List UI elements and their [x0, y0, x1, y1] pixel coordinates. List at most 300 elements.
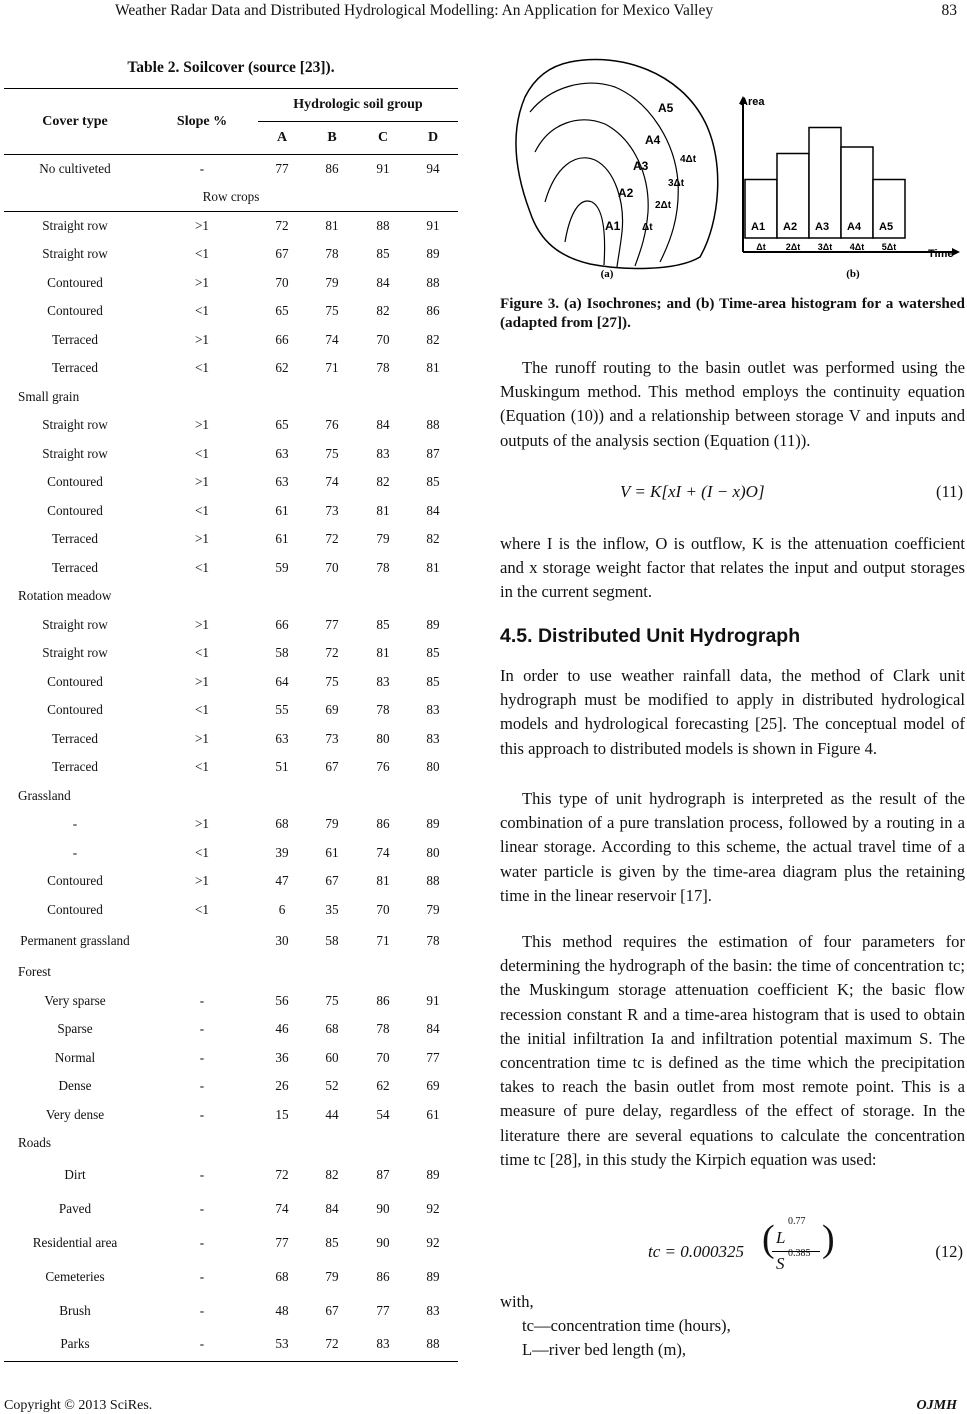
header-soil-group: Hydrologic soil group	[258, 89, 458, 122]
value-cell-c: 83	[376, 673, 390, 689]
value-cell-d: 87	[426, 445, 440, 461]
value-cell-a: 59	[275, 559, 289, 575]
page-header	[0, 0, 967, 22]
isochrone-label: A3	[633, 159, 649, 173]
value-cell-a: 77	[258, 155, 306, 184]
value-cell-c: 87	[376, 1166, 390, 1182]
value-cell-a: 61	[275, 531, 289, 547]
cover-cell: Terraced	[52, 759, 98, 775]
definition-L: L—river bed length (m),	[522, 1340, 687, 1359]
value-cell-a: 74	[275, 1200, 289, 1216]
table-caption: Table 2. Soilcover (source [23]).	[127, 59, 335, 76]
cover-cell: Straight row	[42, 417, 108, 433]
histogram-bar-label: A1	[751, 221, 766, 233]
value-cell-b: 79	[325, 274, 339, 290]
section-label: Forest	[18, 964, 51, 980]
table-section-row	[4, 383, 458, 412]
value-cell-a: 48	[275, 1302, 289, 1318]
slope-cell: -	[199, 1200, 205, 1216]
table-row	[4, 554, 458, 583]
table-section-row	[4, 1129, 458, 1158]
value-cell-a: 15	[275, 1106, 289, 1122]
figure-label-a: (a)	[600, 268, 614, 280]
value-cell-d: 81	[426, 360, 440, 376]
slope-cell: <1	[194, 303, 210, 319]
header-group-c: C	[377, 130, 389, 145]
table-row	[4, 1294, 458, 1328]
cover-cell: Straight row	[42, 645, 108, 661]
table-row	[4, 1328, 458, 1362]
value-cell-a: 64	[275, 673, 289, 689]
cover-cell: Normal	[54, 1049, 96, 1065]
cover-cell: Contoured	[47, 873, 103, 889]
value-cell-a: 30	[275, 933, 289, 948]
table-row	[4, 1260, 458, 1294]
value-cell-d: 61	[426, 1106, 440, 1122]
slope-cell: -	[199, 1078, 205, 1094]
value-cell-d: 88	[408, 1328, 458, 1362]
cover-cell: Very dense	[45, 1106, 105, 1122]
table-row	[4, 1015, 458, 1044]
copyright: Copyright © 2013 SciRes.	[4, 1398, 153, 1413]
slope-cell: <1	[194, 759, 210, 775]
value-cell-a: 70	[275, 274, 289, 290]
value-cell-d: 94	[408, 155, 458, 184]
cover-cell: Residential area	[32, 1234, 118, 1250]
value-cell-b: 75	[325, 303, 339, 319]
value-cell-d: 89	[426, 616, 440, 632]
histogram-tick-label: 2Δt	[785, 242, 801, 252]
value-cell-d: 83	[426, 702, 440, 718]
figure-caption: Figure 3. (a) Isochrones; and (b) Time-area histogram for a watershed (adapted from [27]).	[500, 295, 965, 331]
isochrone-time-label: 3Δt	[668, 178, 685, 189]
table-row	[4, 1072, 458, 1101]
value-cell-d: 85	[426, 645, 440, 661]
value-cell-a: 67	[275, 246, 289, 262]
figure-3	[500, 52, 965, 288]
value-cell-b: 78	[325, 246, 339, 262]
value-cell-b: 69	[325, 702, 339, 718]
histogram-bar-label: A3	[815, 221, 830, 233]
header-cover-type: Cover type	[4, 89, 146, 155]
value-cell-a: 77	[275, 1234, 289, 1250]
value-cell-b: 71	[325, 360, 339, 376]
value-cell-d: 85	[426, 474, 440, 490]
table-row	[4, 668, 458, 697]
slope-cell: -	[146, 1328, 258, 1362]
page-number: 83	[941, 2, 957, 19]
table-section-row	[4, 582, 458, 611]
slope-cell: >1	[194, 274, 210, 290]
value-cell-b: 79	[325, 1268, 339, 1284]
header-group-b: B	[327, 130, 337, 145]
value-cell-d: 81	[426, 559, 440, 575]
histogram-tick-label: 3Δt	[817, 242, 833, 252]
value-cell-a: 62	[275, 360, 289, 376]
cover-cell: Terraced	[52, 730, 98, 746]
slope-cell: >1	[194, 474, 210, 490]
value-cell-b: 72	[325, 531, 339, 547]
value-cell-b: 67	[325, 873, 339, 889]
equation-12: tc = 0.000325 ( L 0.77 S 0.385 ) (12)	[648, 1216, 963, 1273]
with-label: with,	[500, 1292, 534, 1311]
equation-12-exp-bottom: 0.385	[788, 1248, 811, 1259]
value-cell-a: 65	[275, 303, 289, 319]
value-cell-c: 78	[376, 702, 390, 718]
value-cell-d: 91	[426, 992, 440, 1008]
value-cell-c: 86	[376, 816, 390, 832]
value-cell-d: 92	[426, 1200, 440, 1216]
value-cell-c: 70	[376, 331, 390, 347]
slope-cell: >1	[194, 331, 210, 347]
value-cell-a: 66	[275, 331, 289, 347]
slope-cell: <1	[194, 445, 210, 461]
table-row	[4, 297, 458, 326]
value-cell-b: 75	[325, 445, 339, 461]
slope-cell: -	[199, 1302, 205, 1318]
value-cell-d: 91	[426, 218, 440, 233]
value-cell-d: 86	[426, 303, 440, 319]
value-cell-d: 83	[426, 1302, 440, 1318]
slope-cell: <1	[194, 844, 210, 860]
slope-cell: <1	[194, 559, 210, 575]
table-row	[4, 725, 458, 754]
table-row	[4, 525, 458, 554]
table-row	[4, 810, 458, 839]
table-row	[4, 411, 458, 440]
table-row	[4, 896, 458, 925]
cover-cell: Dense	[58, 1078, 92, 1094]
value-cell-c: 91	[358, 155, 408, 184]
cover-cell: Contoured	[47, 274, 103, 290]
isochrone-time-label: 2Δt	[655, 200, 672, 211]
value-cell-c: 86	[376, 992, 390, 1008]
header-group-d: D	[427, 130, 439, 145]
isochrone-time-label: Δt	[642, 222, 653, 233]
value-cell-c: 71	[376, 933, 390, 948]
paragraph-2: where I is the inflow, O is outflow, K is the attenuation coefficient and x storage weight factor that relates the input and output storages in the current segment.	[500, 534, 965, 602]
value-cell-a: 65	[275, 417, 289, 433]
value-cell-c: 84	[376, 417, 390, 433]
value-cell-a: 47	[275, 873, 289, 889]
value-cell-c: 76	[376, 759, 390, 775]
paragraph-1: The runoff routing to the basin outlet was performed using the Muskingum method. This method employs the continuity equation (Equation (10)) and a relationship between storage V and inputs and outputs of the analysis section (Equation (11)).	[500, 358, 965, 450]
slope-cell: -	[199, 1106, 205, 1122]
table-row	[4, 753, 458, 782]
table-row	[4, 1044, 458, 1073]
section-label: Grassland	[18, 787, 71, 803]
value-cell-a: 26	[275, 1078, 289, 1094]
slope-cell: >1	[194, 873, 210, 889]
value-cell-c: 78	[376, 559, 390, 575]
section-label: Row crops	[4, 183, 458, 212]
running-title: Weather Radar Data and Distributed Hydrological Modelling: An Application for Mexico Valley	[115, 2, 714, 19]
histogram-bar-label: A2	[783, 221, 798, 233]
slope-cell: >1	[194, 616, 210, 632]
table-row	[4, 354, 458, 383]
cover-cell: Contoured	[47, 901, 103, 917]
value-cell-a: 51	[275, 759, 289, 775]
table-row	[4, 326, 458, 355]
table-section-row	[4, 183, 458, 212]
isochrone-label: A5	[658, 101, 674, 115]
section-heading: 4.5. Distributed Unit Hydrograph	[500, 625, 801, 647]
slope-cell: -	[199, 1166, 205, 1182]
table-row	[4, 468, 458, 497]
value-cell-c: 81	[376, 873, 390, 889]
value-cell-d: 88	[426, 417, 440, 433]
equation-12-denominator: S	[776, 1254, 785, 1273]
table-row	[4, 639, 458, 668]
value-cell-d: 80	[426, 759, 440, 775]
value-cell-c: 77	[376, 1302, 390, 1318]
histogram-bar-label: A4	[847, 221, 862, 233]
paragraph-4: This type of unit hydrograph is interpreted as the result of the combination of a pure translation process, followed by a routing in a linear storage. According to this scheme, the actual travel time of a water particle is given by the time-area diagram plus the retaining time in the linear reservoir [17].	[500, 789, 965, 905]
header-slope: Slope %	[146, 89, 258, 155]
definition-tc: tc—concentration time (hours),	[522, 1316, 731, 1335]
table-row	[4, 839, 458, 868]
value-cell-c: 81	[376, 645, 390, 661]
value-cell-d: 83	[426, 730, 440, 746]
value-cell-c: 82	[376, 474, 390, 490]
isochrone-label: A2	[618, 186, 634, 200]
slope-cell: >1	[194, 417, 210, 433]
value-cell-b: 75	[325, 673, 339, 689]
value-cell-c: 80	[376, 730, 390, 746]
paragraph-3: In order to use weather rainfall data, the method of Clark unit hydrograph must be modified to apply in distributed hydrological models and hydrological forecasting [25]. The conceptual model of this approach to distributed models is shown in Figure 4.	[500, 666, 965, 758]
value-cell-a: 46	[275, 1021, 289, 1037]
value-cell-c: 86	[376, 1268, 390, 1284]
section-label: Small grain	[18, 388, 80, 404]
value-cell-d: 88	[426, 873, 440, 889]
table-row	[4, 924, 458, 958]
value-cell-d: 69	[426, 1078, 440, 1094]
value-cell-d: 78	[426, 933, 440, 948]
slope-cell: >1	[194, 531, 210, 547]
slope-cell: >1	[194, 673, 210, 689]
table-row	[4, 1101, 458, 1130]
value-cell-c: 90	[376, 1200, 390, 1216]
cover-cell: Contoured	[47, 673, 103, 689]
cover-cell: Permanent grassland	[20, 933, 130, 948]
value-cell-b: 81	[325, 218, 339, 233]
value-cell-d: 89	[426, 1166, 440, 1182]
cover-cell: Terraced	[52, 531, 98, 547]
value-cell-d: 89	[426, 816, 440, 832]
value-cell-b: 79	[325, 816, 339, 832]
cover-cell: Contoured	[47, 702, 103, 718]
slope-cell: -	[199, 992, 205, 1008]
slope-cell: <1	[194, 360, 210, 376]
histogram-ylabel: Area	[740, 96, 765, 108]
value-cell-d: 82	[426, 331, 440, 347]
table-row	[4, 440, 458, 469]
cover-cell: Contoured	[47, 502, 103, 518]
value-cell-a: 63	[275, 445, 289, 461]
value-cell-a: 63	[275, 730, 289, 746]
table-row	[4, 1158, 458, 1192]
value-cell-c: 83	[358, 1328, 408, 1362]
value-cell-d: 89	[426, 246, 440, 262]
value-cell-a: 68	[275, 1268, 289, 1284]
value-cell-c: 70	[376, 901, 390, 917]
cover-cell: Very sparse	[44, 992, 106, 1008]
slope-cell: -	[146, 155, 258, 184]
value-cell-a: 53	[258, 1328, 306, 1362]
equation-11-body: V = K[xI + (I − x)O]	[620, 482, 765, 501]
slope-cell: <1	[194, 246, 210, 262]
table-row	[4, 269, 458, 298]
slope-cell: -	[199, 1268, 205, 1284]
slope-cell: >1	[194, 730, 210, 746]
equation-12-numerator: L	[776, 1228, 786, 1247]
isochrone-label: A4	[645, 133, 661, 147]
value-cell-b: 60	[325, 1049, 339, 1065]
isochrone-label: A1	[605, 219, 621, 233]
value-cell-c: 84	[376, 274, 390, 290]
slope-cell: <1	[194, 645, 210, 661]
table-row	[4, 497, 458, 526]
value-cell-d: 82	[426, 531, 440, 547]
section-label: Rotation meadow	[18, 588, 112, 604]
value-cell-b: 52	[325, 1078, 339, 1094]
soilcover-table	[4, 88, 458, 1362]
value-cell-a: 72	[275, 1166, 289, 1182]
cover-cell: Terraced	[52, 331, 98, 347]
table-row	[4, 867, 458, 896]
equation-12-exp-top: 0.77	[788, 1216, 806, 1227]
cover-cell: Contoured	[47, 474, 103, 490]
value-cell-a: 68	[275, 816, 289, 832]
section-label: Roads	[18, 1135, 51, 1151]
equation-11-number: (11)	[935, 482, 963, 501]
value-cell-c: 88	[376, 218, 390, 233]
table-row	[4, 696, 458, 725]
table-body	[4, 155, 458, 1362]
value-cell-a: 66	[275, 616, 289, 632]
value-cell-c: 81	[376, 502, 390, 518]
figure-label-b: (b)	[846, 268, 860, 280]
value-cell-b: 70	[325, 559, 339, 575]
cover-cell: Straight row	[42, 445, 108, 461]
isochrone-time-label: 4Δt	[680, 154, 697, 165]
value-cell-c: 70	[376, 1049, 390, 1065]
value-cell-b: 72	[306, 1328, 358, 1362]
cover-cell: Parks	[4, 1328, 146, 1362]
cover-cell: Terraced	[52, 559, 98, 575]
value-cell-d: 84	[426, 1021, 440, 1037]
table-row	[4, 1226, 458, 1260]
value-cell-b: 68	[325, 1021, 339, 1037]
cover-cell: Straight row	[42, 246, 108, 262]
slope-cell: <1	[194, 502, 210, 518]
cover-cell: Straight row	[42, 218, 108, 233]
cover-cell: Contoured	[47, 303, 103, 319]
value-cell-a: 6	[278, 901, 286, 917]
value-cell-c: 85	[376, 246, 390, 262]
table-section-row	[4, 782, 458, 811]
slope-cell: -	[199, 1021, 205, 1037]
cover-cell: No cultiveted	[4, 155, 146, 184]
value-cell-b: 61	[325, 844, 339, 860]
value-cell-d: 80	[426, 844, 440, 860]
table-section-row	[4, 958, 458, 987]
value-cell-b: 82	[325, 1166, 339, 1182]
header-group-a: A	[276, 130, 288, 145]
value-cell-d: 85	[426, 673, 440, 689]
value-cell-b: 73	[325, 502, 339, 518]
table-row	[4, 155, 458, 184]
cover-cell: -	[72, 844, 78, 860]
value-cell-a: 58	[275, 645, 289, 661]
value-cell-b: 74	[325, 474, 339, 490]
value-cell-b: 58	[325, 933, 339, 948]
equation-12-number: (12)	[935, 1242, 963, 1261]
slope-cell: >1	[194, 816, 210, 832]
value-cell-c: 85	[376, 616, 390, 632]
slope-cell: >1	[194, 218, 210, 233]
value-cell-b: 76	[325, 417, 339, 433]
equation-12-lhs: tc = 0.000325	[648, 1242, 744, 1261]
value-cell-b: 75	[325, 992, 339, 1008]
cover-cell: -	[72, 816, 78, 832]
value-cell-a: 55	[275, 702, 289, 718]
value-cell-d: 77	[426, 1049, 440, 1065]
value-cell-b: 74	[325, 331, 339, 347]
histogram-xlabel: Time	[928, 248, 954, 260]
value-cell-c: 62	[376, 1078, 390, 1094]
cover-cell: Dirt	[64, 1166, 86, 1182]
value-cell-d: 79	[426, 901, 440, 917]
value-cell-b: 67	[325, 1302, 339, 1318]
value-cell-d: 84	[426, 502, 440, 518]
journal-abbrev: OJMH	[916, 1398, 957, 1413]
value-cell-b: 77	[325, 616, 339, 632]
value-cell-b: 73	[325, 730, 339, 746]
cover-cell: Cemeteries	[45, 1268, 105, 1284]
value-cell-c: 79	[376, 531, 390, 547]
slope-cell: -	[199, 1234, 205, 1250]
histogram-tick-label: 5Δt	[881, 242, 897, 252]
paragraph-5: This method requires the estimation of four parameters for determining the hydrograph of the basin: the time of concentration tc; the Muskingum storage attenuation coefficient K; the basic flow recession constant R and a time-area histogram that is used to obtain the initial infiltration Ia and infiltration potential maximum S. The concentration time tc is defined as the time which the precipitation takes to reach the basin outlet from most remote point. This is a measure of pure delay, regardless of the effect of storage. In the literature there are several equations to calculate the concentration time tc [28], in this study the Kirpich equation was used:	[500, 932, 965, 1169]
value-cell-c: 54	[376, 1106, 390, 1122]
cover-cell: Sparse	[57, 1021, 93, 1037]
value-cell-b: 84	[325, 1200, 339, 1216]
slope-cell: <1	[194, 901, 210, 917]
value-cell-b: 72	[325, 645, 339, 661]
table-row	[4, 212, 458, 241]
value-cell-a: 61	[275, 502, 289, 518]
value-cell-c: 74	[376, 844, 390, 860]
value-cell-c: 82	[376, 303, 390, 319]
cover-cell: Straight row	[42, 616, 108, 632]
value-cell-a: 63	[275, 474, 289, 490]
value-cell-b: 67	[325, 759, 339, 775]
cover-cell: Terraced	[52, 360, 98, 376]
value-cell-a: 72	[275, 218, 289, 233]
histogram-tick-label: 4Δt	[849, 242, 865, 252]
table-row	[4, 240, 458, 269]
value-cell-a: 36	[275, 1049, 289, 1065]
value-cell-c: 83	[376, 445, 390, 461]
value-cell-c: 90	[376, 1234, 390, 1250]
slope-cell	[146, 924, 258, 958]
table-row	[4, 987, 458, 1016]
value-cell-b: 35	[325, 901, 339, 917]
cover-cell: Paved	[58, 1200, 92, 1216]
value-cell-c: 78	[376, 1021, 390, 1037]
value-cell-c: 78	[376, 360, 390, 376]
